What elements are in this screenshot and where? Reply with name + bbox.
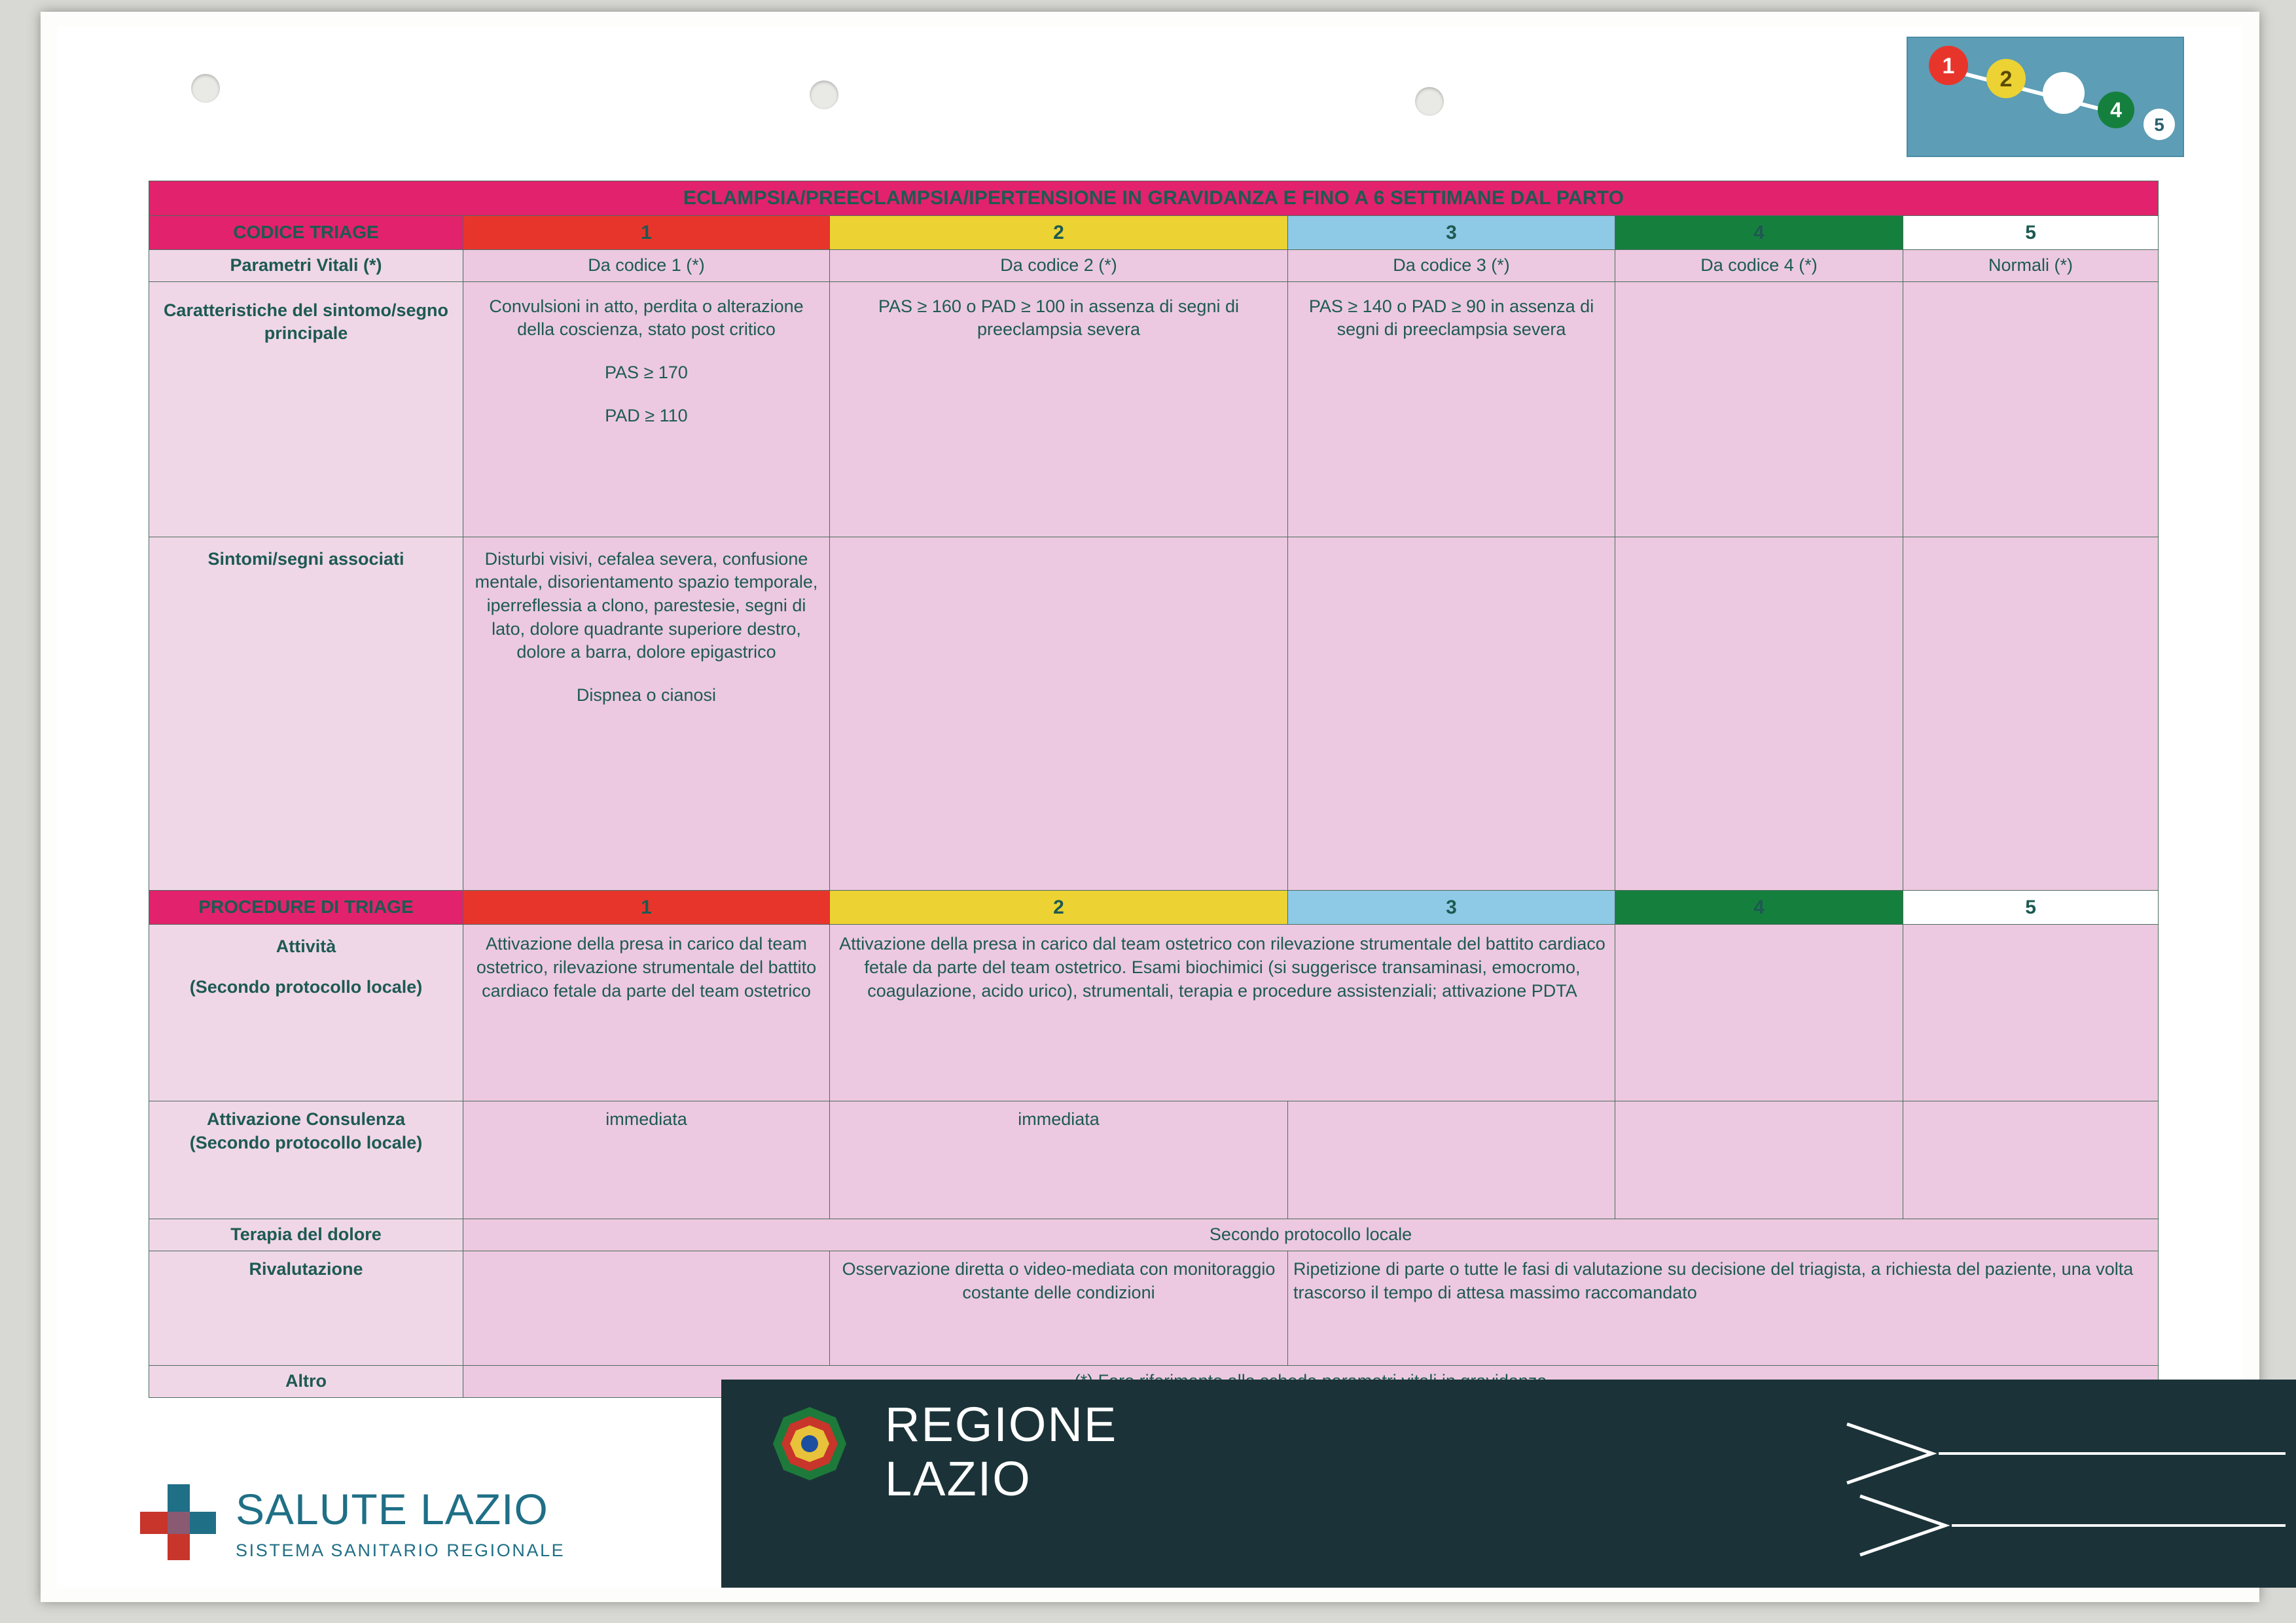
row-label-consulenza [149,1101,463,1219]
procedure-header-row [149,890,2159,925]
rivalutazione-code2: Osservazione diretta o video-mediata con monitoraggio costante delle condizioni [830,1251,1288,1366]
row-label-terapia-dolore: Terapia del dolore [149,1219,463,1251]
code-header-4: 4 [1615,215,1903,250]
rivalutazione-code1 [463,1251,830,1366]
triage-codes-logo [1907,37,2184,157]
table-row [149,281,2159,537]
table-row [149,250,2159,282]
rivalutazione-code3-5: Ripetizione di parte o tutte le fasi di valutazione su decisione del triagista, a richiesta del paziente, una volta trascorso il tempo di attesa massimo raccomandato [1288,1251,2159,1366]
codice-triage-label: CODICE TRIAGE [149,215,463,250]
scanned-sheet [41,12,2259,1602]
attivita-code1: Attivazione della presa in carico dal team ostetrico, rilevazione strumentale del battito cardiaco fetale da parte del team ostetrico [463,925,830,1101]
row-label-attivita-sub: (Secondo protocollo locale) [189,977,423,997]
consulenza-code1: immediata [463,1101,830,1219]
consulenza-code3 [1288,1101,1615,1219]
triage-table [149,181,2159,1398]
table-row [149,537,2159,890]
row-label-attivita [149,925,463,1101]
sintomi-code2 [830,537,1288,890]
row-label-rivalutazione: Rivalutazione [149,1251,463,1366]
parametri-vitali-code4: Da codice 4 (*) [1615,250,1903,282]
salute-lazio-brand [139,1483,565,1561]
regione-lazio-emblem-icon [761,1403,859,1501]
sintomi-code1-text: Disturbi visivi, cefalea severa, confusione mentale, disorientamento spazio temporale, iperreflessia a clono, parestesie, segni di lato, dolore quadrante superiore destro, dolore a barra, dolore epigastrico [475,548,818,662]
page-title: ECLAMPSIA/PREECLAMPSIA/IPERTENSIONE IN GRAVIDANZA E FINO A 6 SETTIMANE DAL PARTO [149,181,2159,216]
caratteristiche-code5 [1903,281,2159,537]
table-row [149,1251,2159,1366]
row-label-caratteristiche: Caratteristiche del sintomo/segno principale [149,281,463,537]
parametri-vitali-code3: Da codice 3 (*) [1288,250,1615,282]
table-title-row [149,181,2159,216]
footer [41,1372,2259,1588]
sintomi-code5 [1903,537,2159,890]
row-label-consulenza-sub: (Secondo protocollo locale) [189,1133,423,1153]
proc-code-header-5: 5 [1903,890,2159,925]
procedure-triage-label: PROCEDURE DI TRIAGE [149,890,463,925]
regione-lazio-brand [761,1398,1117,1507]
code-header-3: 3 [1288,215,1615,250]
table-row [149,1101,2159,1219]
parametri-vitali-code5: Normali (*) [1903,250,2159,282]
medical-cross-icon [139,1483,217,1561]
attivita-code4 [1615,925,1903,1101]
svg-text:4: 4 [2110,98,2122,122]
regione-line2: LAZIO [885,1451,1031,1506]
regione-lazio-bar [721,1380,2296,1588]
consulenza-code4 [1615,1101,1903,1219]
regione-lazio-text [885,1398,1117,1507]
parametri-vitali-code2: Da codice 2 (*) [830,250,1288,282]
regione-line1: REGIONE [885,1397,1118,1452]
consulenza-code5 [1903,1101,2159,1219]
parametri-vitali-code1: Da codice 1 (*) [463,250,830,282]
binder-hole [191,74,220,103]
proc-code-header-3: 3 [1288,890,1615,925]
triage-table-container [149,181,2158,1398]
sintomi-code1 [463,537,830,890]
proc-code-header-4: 4 [1615,890,1903,925]
attivita-code2-3: Attivazione della presa in carico dal team ostetrico con rilevazione strumentale del battito cardiaco fetale da parte del team ostetrico. Esami biochimici (si suggerisce transaminasi, emocromo, coagulazione, acido urico), strumentali, terapia e procedure assistenziali; attivazione PDTA [830,925,1615,1101]
table-row [149,1219,2159,1251]
regione-chevron-icon [1834,1418,2292,1568]
sintomi-code1-extra: Dispnea o cianosi [576,685,717,705]
proc-code-header-1: 1 [463,890,830,925]
row-label-sintomi-associati: Sintomi/segni associati [149,537,463,890]
svg-text:2: 2 [2000,67,2013,92]
row-label-altro: Altro [149,1366,463,1398]
caratteristiche-code1-text: Convulsioni in atto, perdita o alterazione della coscienza, stato post critico [489,296,804,340]
caratteristiche-code1-pad: PAD ≥ 110 [605,405,688,425]
caratteristiche-code4 [1615,281,1903,537]
caratteristiche-code3: PAS ≥ 140 o PAD ≥ 90 in assenza di segni di preeclampsia severa [1288,281,1615,537]
codice-triage-header-row [149,215,2159,250]
proc-code-header-2: 2 [830,890,1288,925]
sintomi-code4 [1615,537,1903,890]
code-header-1: 1 [463,215,830,250]
code-header-5: 5 [1903,215,2159,250]
code-header-2: 2 [830,215,1288,250]
row-label-parametri-vitali: Parametri Vitali (*) [149,250,463,282]
attivita-code5 [1903,925,2159,1101]
caratteristiche-code1-pas: PAS ≥ 170 [605,363,688,383]
svg-text:5: 5 [2154,115,2164,135]
sintomi-code3 [1288,537,1615,890]
row-label-attivita-main: Attività [276,936,336,957]
svg-text:1: 1 [1942,54,1955,79]
binder-hole [810,80,838,109]
salute-lazio-text [236,1484,565,1561]
caratteristiche-code2: PAS ≥ 160 o PAD ≥ 100 in assenza di segni di preeclampsia severa [830,281,1288,537]
table-row [149,925,2159,1101]
salute-lazio-subtitle: SISTEMA SANITARIO REGIONALE [236,1540,565,1560]
terapia-dolore-merged: Secondo protocollo locale [463,1219,2159,1251]
caratteristiche-code1 [463,281,830,537]
salute-lazio-title: SALUTE LAZIO [236,1484,548,1533]
row-label-consulenza-main: Attivazione Consulenza [206,1109,406,1130]
binder-hole [1415,87,1444,116]
consulenza-code2: immediata [830,1101,1288,1219]
